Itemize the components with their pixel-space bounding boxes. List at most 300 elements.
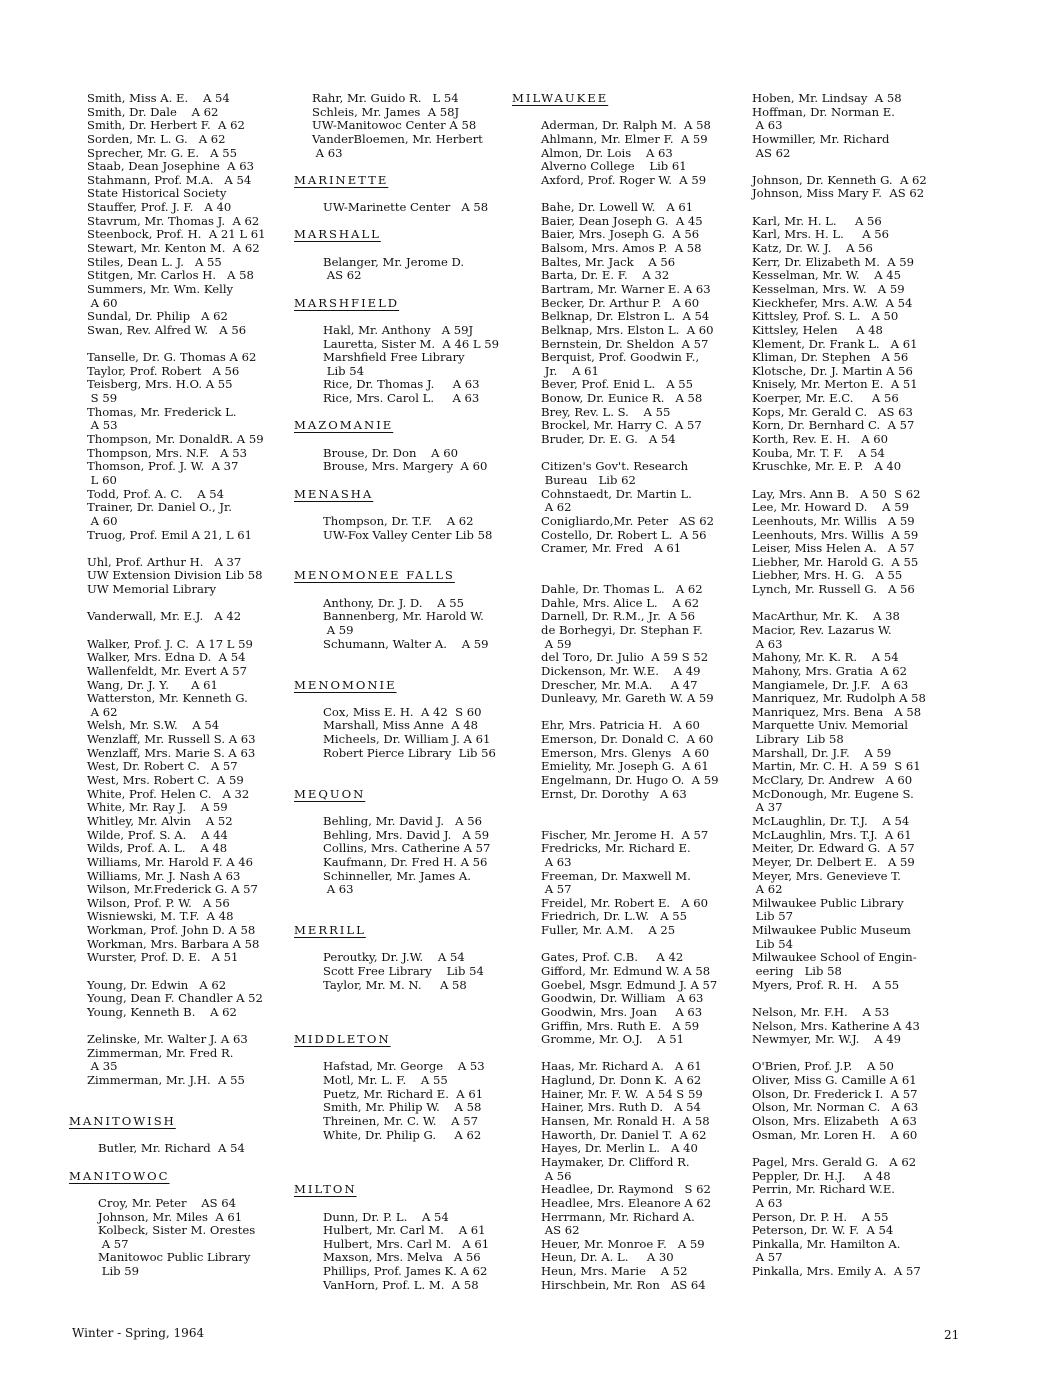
- directory-entry: West, Dr. Robert C. A 57: [87, 759, 238, 774]
- directory-entry: Kruschke, Mr. E. P. A 40: [752, 459, 902, 474]
- directory-entry: Williams, Mr. Harold F. A 46: [87, 854, 254, 869]
- directory-entry: Peterson, Dr. W. F. A 54: [752, 1223, 894, 1238]
- directory-entry: Stewart, Mr. Kenton M. A 62: [87, 241, 260, 256]
- directory-entry: Perrin, Mr. Richard W.E.: [752, 1182, 895, 1197]
- blank-line: [312, 665, 499, 679]
- directory-entry: Wurster, Prof. D. E. A 51: [87, 950, 239, 965]
- directory-entry: Emielity, Mr. Joseph G. A 61: [530, 759, 709, 774]
- blank-line: [87, 1088, 265, 1102]
- directory-entry: Stitgen, Mr. Carlos H. A 58: [87, 268, 254, 283]
- directory-entry: Hansen, Mr. Ronald H. A 58: [530, 1114, 710, 1129]
- page-number: 21: [944, 1328, 960, 1342]
- directory-entry: A 57: [530, 882, 572, 897]
- directory-entry: Young, Dean F. Chandler A 52: [87, 991, 263, 1006]
- directory-entry: Cohnstaedt, Dr. Martin L.: [530, 486, 692, 501]
- directory-entry: Thomas, Mr. Frederick L.: [87, 404, 237, 419]
- directory-entry: Sprecher, Mr. G. E. A 55: [87, 145, 237, 160]
- column-2: [294, 91, 500, 1292]
- directory-entry: Collins, Mrs. Catherine A 57: [312, 841, 491, 856]
- directory-entry: Thompson, Mr. DonaldR. A 59: [87, 432, 264, 447]
- directory-entry: Lynch, Mr. Russell G. A 56: [752, 582, 915, 597]
- blank-line: [87, 542, 265, 556]
- directory-entry: A 63: [752, 118, 783, 133]
- directory-entry: Manriquez, Mrs. Bena A 58: [752, 704, 922, 719]
- directory-entry: A 63: [752, 636, 783, 651]
- blank-line: [312, 283, 499, 297]
- city-heading-text: MANITOWISH: [69, 1114, 176, 1129]
- issue-date: Winter - Spring, 1964: [72, 1326, 205, 1340]
- directory-entry: Marshall, Dr. J.F. A 59: [752, 745, 892, 760]
- directory-entry: Costello, Dr. Robert L. A 56: [530, 527, 707, 542]
- directory-entry: Kieckhefer, Mrs. A.W. A 54: [752, 295, 913, 310]
- city-heading: [294, 1182, 499, 1197]
- directory-entry: Workman, Mrs. Barbara A 58: [87, 936, 260, 951]
- directory-entry: Karl, Mrs. H. L. A 56: [752, 227, 890, 242]
- directory-entry: Kesselman, Mr. W. A 45: [752, 268, 902, 283]
- directory-entry: Koerper, Mr. E.C. A 56: [752, 391, 899, 406]
- directory-entry: Wisniewski, M. T.F. A 48: [87, 909, 234, 924]
- directory-entry: Klement, Dr. Frank L. A 61: [752, 336, 918, 351]
- directory-entry: Wang, Dr. J. Y. A 61: [87, 677, 218, 692]
- directory-entry: Hainer, Mrs. Ruth D. A 54: [530, 1100, 701, 1115]
- directory-entry: Kittsley, Prof. S. L. A 50: [752, 309, 899, 324]
- directory-entry: Osman, Mr. Loren H. A 60: [752, 1127, 918, 1142]
- directory-entry: Macior, Rev. Lazarus W.: [752, 622, 892, 637]
- city-heading-text: MEQUON: [294, 786, 366, 801]
- directory-entry: Belknap, Dr. Elstron L. A 54: [530, 309, 710, 324]
- directory-entry: Thomson, Prof. J. W. A 37: [87, 459, 239, 474]
- directory-entry: Headlee, Mrs. Eleanore A 62: [530, 1195, 712, 1210]
- directory-entry: Mangiamele, Dr. J.F. A 63: [752, 677, 909, 692]
- directory-entry: Balsom, Mrs. Amos P. A 58: [530, 241, 702, 256]
- blank-line: [312, 1047, 499, 1061]
- blank-line: [87, 1156, 265, 1170]
- directory-entry: Marshfield Free Library: [312, 350, 465, 365]
- directory-entry: Hakl, Mr. Anthony A 59J: [312, 322, 474, 337]
- blank-line: [87, 597, 265, 611]
- directory-entry: Stahmann, Prof. M.A. A 54: [87, 172, 252, 187]
- directory-entry: Goodwin, Mrs. Joan A 63: [530, 1004, 703, 1019]
- directory-entry: Lee, Mr. Howard D. A 59: [752, 500, 909, 515]
- directory-entry: Leenhouts, Mr. Willis A 59: [752, 513, 915, 528]
- directory-entry: Headlee, Dr. Raymond S 62: [530, 1182, 711, 1197]
- directory-entry: Bruder, Dr. E. G. A 54: [530, 432, 676, 447]
- directory-entry: A 63: [752, 1195, 783, 1210]
- directory-entry: Ernst, Dr. Dorothy A 63: [530, 786, 687, 801]
- directory-entry: Bureau Lib 62: [530, 472, 636, 487]
- city-heading-text: MENOMONEE FALLS: [294, 568, 455, 583]
- directory-entry: Workman, Prof. John D. A 58: [87, 923, 256, 938]
- directory-entry: Herrmann, Mr. Richard A.: [530, 1209, 695, 1224]
- column-3: [512, 91, 719, 1292]
- directory-entry: Anthony, Dr. J. D. A 55: [312, 595, 465, 610]
- directory-entry: Williams, Mr. J. Nash A 63: [87, 868, 241, 883]
- directory-entry: Peppler, Dr. H.J. A 48: [752, 1168, 891, 1183]
- directory-entry: Whitley, Mr. Alvin A 52: [87, 813, 233, 828]
- directory-entry: Lib 57: [752, 909, 793, 924]
- directory-entry: Puetz, Mr. Richard E. A 61: [312, 1086, 484, 1101]
- directory-entry: Olson, Mr. Norman C. A 63: [752, 1100, 919, 1115]
- city-heading: [294, 677, 499, 693]
- directory-entry: A 35: [87, 1059, 118, 1074]
- city-heading: [69, 1114, 265, 1129]
- city-heading-text: MAZOMANIE: [294, 418, 394, 433]
- directory-entry: Stavrum, Mr. Thomas J. A 62: [87, 213, 260, 228]
- blank-line: [87, 1020, 265, 1034]
- city-heading: [69, 1168, 265, 1184]
- directory-entry: MacArthur, Mr. K. A 38: [752, 609, 900, 624]
- directory-entry: Lib 59: [87, 1264, 140, 1279]
- directory-entry: Howmiller, Mr. Richard: [752, 131, 890, 146]
- directory-entry: Scott Free Library Lib 54: [312, 964, 484, 978]
- blank-line: [530, 569, 718, 583]
- directory-entry: McLaughlin, Mrs. T.J. A 61: [752, 827, 912, 842]
- directory-entry: Heun, Dr. A. L. A 30: [530, 1250, 674, 1265]
- directory-entry: Person, Dr. P. H. A 55: [752, 1209, 889, 1224]
- directory-entry: Mahony, Mr. K. R. A 54: [752, 650, 899, 665]
- directory-entry: Rice, Dr. Thomas J. A 63: [312, 377, 480, 392]
- directory-entry: West, Mrs. Robert C. A 59: [87, 773, 244, 788]
- directory-entry: Ehr, Mrs. Patricia H. A 60: [530, 718, 700, 733]
- directory-entry: Butler, Mr. Richard A 54: [87, 1141, 245, 1156]
- directory-entry: Library Lib 58: [752, 732, 844, 747]
- column-1: [69, 91, 266, 1279]
- directory-entry: Martin, Mr. C. H. A 59 S 61: [752, 759, 921, 774]
- blank-line: [312, 651, 499, 665]
- directory-entry: Kerr, Dr. Elizabeth M. A 59: [752, 254, 915, 269]
- blank-line: [312, 310, 499, 324]
- directory-entry: A 53: [87, 418, 118, 433]
- city-heading: [294, 418, 499, 433]
- directory-entry: Dunleavy, Mr. Gareth W. A 59: [530, 691, 714, 706]
- city-heading-text: MARINETTE: [294, 172, 389, 187]
- directory-entry: Kittsley, Helen A 48: [752, 322, 883, 337]
- blank-line: [312, 692, 499, 706]
- directory-entry: Threinen, Mr. C. W. A 57: [312, 1114, 478, 1129]
- city-heading: [294, 172, 499, 188]
- directory-entry: Trainer, Dr. Daniel O., Jr.: [87, 500, 232, 515]
- directory-entry: A 63: [312, 882, 354, 897]
- blank-line: [752, 474, 927, 488]
- blank-line: [752, 992, 927, 1006]
- directory-entry: Belanger, Mr. Jerome D.: [312, 254, 465, 269]
- directory-entry: Liebher, Mrs. H. G. A 55: [752, 568, 903, 583]
- blank-line: [530, 556, 718, 570]
- directory-entry: Baier, Dean Joseph G. A 45: [530, 213, 703, 228]
- directory-entry: Pinkalla, Mr. Hamilton A.: [752, 1236, 901, 1251]
- directory-entry: Manriquez, Mr. Rudolph A 58: [752, 691, 926, 706]
- directory-entry: Smith, Mr. Philip W. A 58: [312, 1100, 482, 1115]
- directory-entry: Oliver, Miss G. Camille A 61: [752, 1073, 917, 1088]
- directory-entry: Citizen's Gov't. Research: [530, 459, 689, 474]
- directory-entry: Kliman, Dr. Stephen A 56: [752, 350, 909, 365]
- directory-entry: White, Dr. Philip G. A 62: [312, 1127, 482, 1142]
- city-heading-text: MANITOWOC: [69, 1168, 170, 1183]
- directory-entry: Sorden, Mr. L. G. A 62: [87, 131, 226, 146]
- directory-entry: Kops, Mr. Gerald C. AS 63: [752, 404, 913, 419]
- directory-entry: Pinkalla, Mrs. Emily A. A 57: [752, 1264, 921, 1279]
- directory-entry: Jr. A 61: [530, 363, 599, 378]
- directory-entry: Meyer, Dr. Delbert E. A 59: [752, 854, 915, 869]
- directory-entry: Emerson, Dr. Donald C. A 60: [530, 732, 714, 747]
- directory-entry: Fischer, Mr. Jerome H. A 57: [530, 827, 709, 842]
- directory-entry: Kesselman, Mrs. W. A 59: [752, 281, 905, 296]
- directory-entry: Lib 54: [752, 936, 793, 951]
- directory-entry: Phillips, Prof. James K. A 62: [312, 1264, 488, 1279]
- directory-entry: A 56: [530, 1168, 572, 1183]
- blank-line: [530, 706, 718, 720]
- directory-entry: Goebel, Msgr. Edmund J. A 57: [530, 977, 718, 992]
- directory-entry: Steenbock, Prof. H. A 21 L 61: [87, 227, 266, 242]
- directory-entry: Behling, Mr. David J. A 56: [312, 813, 482, 828]
- directory-entry: A 62: [530, 500, 572, 515]
- directory-entry: Barta, Dr. E. F. A 32: [530, 268, 670, 283]
- city-heading: [294, 227, 499, 242]
- directory-entry: A 37: [752, 800, 783, 815]
- directory-entry: Engelmann, Dr. Hugo O. A 59: [530, 773, 719, 788]
- directory-entry: UW Memorial Library: [87, 582, 217, 597]
- blank-line: [312, 1142, 499, 1156]
- directory-entry: VanHorn, Prof. L. M. A 58: [312, 1277, 479, 1292]
- directory-entry: Nelson, Mrs. Katherine A 43: [752, 1018, 920, 1033]
- directory-entry: White, Prof. Helen C. A 32: [87, 786, 250, 801]
- blank-line: [312, 542, 499, 556]
- directory-entry: Friedrich, Dr. L.W. A 55: [530, 909, 687, 924]
- directory-entry: Gromme, Mr. O.J. A 51: [530, 1032, 685, 1047]
- directory-entry: Milwaukee School of Engin-: [752, 950, 917, 965]
- directory-entry: Hainer, Mr. F. W. A 54 S 59: [530, 1086, 703, 1101]
- directory-entry: Olson, Mrs. Elizabeth A 63: [752, 1114, 917, 1129]
- directory-entry: Dahle, Dr. Thomas L. A 62: [530, 582, 703, 597]
- blank-line: [312, 938, 499, 952]
- directory-entry: Rahr, Mr. Guido R. L 54: [312, 91, 459, 105]
- directory-entry: Belknap, Mrs. Elston L. A 60: [530, 322, 714, 337]
- directory-entry: Walker, Mrs. Edna D. A 54: [87, 650, 246, 665]
- directory-entry: Katz, Dr. W. J. A 56: [752, 241, 873, 256]
- blank-line: [312, 474, 499, 488]
- blank-line: [312, 774, 499, 788]
- blank-line: [312, 215, 499, 229]
- directory-entry: Milwaukee Public Library: [752, 895, 904, 910]
- directory-entry: Young, Kenneth B. A 62: [87, 1004, 237, 1019]
- directory-entry: eering Lib 58: [752, 964, 842, 978]
- blank-line: [530, 938, 718, 952]
- blank-line: [752, 1047, 927, 1061]
- directory-entry: Taylor, Mr. M. N. A 58: [312, 977, 467, 992]
- directory-entry: Dickenson, Mr. W.E. A 49: [530, 663, 701, 678]
- blank-line: [312, 760, 499, 774]
- directory-entry: Lay, Mrs. Ann B. A 50 S 62: [752, 486, 921, 501]
- directory-entry: Young, Dr. Edwin A 62: [87, 977, 227, 992]
- blank-line: [530, 815, 718, 829]
- directory-entry: A 57: [752, 1250, 783, 1265]
- directory-entry: Hoben, Mr. Lindsay A 58: [752, 91, 902, 105]
- directory-entry: Cox, Miss E. H. A 42 S 60: [312, 704, 482, 719]
- blank-line: [312, 1006, 499, 1020]
- directory-entry: Lib 54: [312, 363, 365, 378]
- directory-entry: Hulbert, Mrs. Carl M. A 61: [312, 1236, 490, 1251]
- directory-entry: Micheels, Dr. William J. A 61: [312, 732, 491, 747]
- directory-entry: A 60: [87, 513, 118, 528]
- directory-entry: Wilson, Mr.Frederick G. A 57: [87, 882, 258, 897]
- blank-line: [87, 965, 265, 979]
- directory-entry: Aderman, Dr. Ralph M. A 58: [530, 118, 711, 133]
- directory-entry: Haworth, Dr. Daniel T. A 62: [530, 1127, 707, 1142]
- directory-entry: Becker, Dr. Arthur P. A 60: [530, 295, 700, 310]
- directory-entry: Drescher, Mr. M.A. A 47: [530, 677, 698, 692]
- directory-entry: AS 62: [312, 268, 362, 283]
- directory-entry: Smith, Dr. Herbert F. A 62: [87, 118, 245, 133]
- directory-entry: UW-Marinette Center A 58: [312, 200, 489, 215]
- directory-entry: McClary, Dr. Andrew A 60: [752, 773, 913, 788]
- directory-entry: Haymaker, Dr. Clifford R.: [530, 1154, 690, 1169]
- directory-entry: Freidel, Mr. Robert E. A 60: [530, 895, 708, 910]
- directory-entry: Leiser, Miss Helen A. A 57: [752, 541, 915, 556]
- directory-entry: Johnson, Miss Mary F. AS 62: [752, 186, 925, 201]
- directory-entry: Wenzlaff, Mrs. Marie S. A 63: [87, 745, 256, 760]
- directory-entry: Baier, Mrs. Joseph G. A 56: [530, 227, 700, 242]
- blank-line: [752, 201, 927, 215]
- blank-line: [312, 801, 499, 815]
- blank-line: [530, 1047, 718, 1061]
- directory-entry: McLaughlin, Dr. T.J. A 54: [752, 813, 910, 828]
- directory-entry: Wallenfeldt, Mr. Evert A 57: [87, 663, 247, 678]
- blank-line: [312, 501, 499, 515]
- city-heading-text: MIDDLETON: [294, 1032, 391, 1047]
- directory-entry: Brey, Rev. L. S. A 55: [530, 404, 671, 419]
- directory-entry: Nelson, Mr. F.H. A 53: [752, 1004, 890, 1019]
- directory-entry: UW-Manitowoc Center A 58: [312, 118, 477, 133]
- directory-entry: Korn, Dr. Bernhard C. A 57: [752, 418, 915, 433]
- directory-entry: Newmyer, Mr. W.J. A 49: [752, 1032, 902, 1047]
- blank-line: [752, 597, 927, 611]
- blank-line: [312, 897, 499, 911]
- blank-line: [312, 1156, 499, 1170]
- directory-entry: Karl, Mr. H. L. A 56: [752, 213, 882, 228]
- blank-line: [87, 1129, 265, 1143]
- directory-entry: Stauffer, Prof. J. F. A 40: [87, 200, 232, 215]
- directory-entry: Schinneller, Mr. James A.: [312, 868, 471, 883]
- directory-entry: VanderBloemen, Mr. Herbert: [312, 131, 483, 146]
- directory-entry: Meyer, Mrs. Genevieve T.: [752, 868, 901, 883]
- directory-entry: Olson, Dr. Frederick I. A 57: [752, 1086, 918, 1101]
- directory-entry: Smith, Dr. Dale A 62: [87, 104, 219, 119]
- directory-entry: Darnell, Dr. R.M., Jr. A 56: [530, 609, 695, 624]
- directory-entry: Brouse, Mrs. Margery A 60: [312, 459, 488, 474]
- directory-entry: Manitowoc Public Library: [87, 1250, 251, 1265]
- directory-entry: del Toro, Dr. Julio A 59 S 52: [530, 650, 709, 665]
- directory-entry: Vanderwall, Mr. E.J. A 42: [87, 609, 242, 624]
- directory-entry: O'Brien, Prof. J.P. A 50: [752, 1059, 894, 1074]
- directory-entry: Thompson, Mrs. N.F. A 53: [87, 445, 247, 460]
- directory-entry: Watterston, Mr. Kenneth G.: [87, 691, 248, 706]
- city-heading: [294, 1032, 499, 1047]
- directory-entry: Marquette Univ. Memorial: [752, 718, 909, 733]
- directory-entry: Summers, Mr. Wm. Kelly: [87, 281, 234, 296]
- directory-entry: Hoffman, Dr. Norman E.: [752, 104, 895, 119]
- directory-entry: McDonough, Mr. Eugene S.: [752, 786, 914, 801]
- directory-entry: A 59: [312, 622, 354, 637]
- directory-entry: Stiles, Dean L. J. A 55: [87, 254, 222, 269]
- directory-entry: Heuer, Mr. Monroe F. A 59: [530, 1236, 705, 1251]
- blank-line: [530, 187, 718, 201]
- directory-entry: Staab, Dean Josephine A 63: [87, 159, 254, 174]
- column-4: [752, 92, 927, 1279]
- directory-entry: Haas, Mr. Richard A. A 61: [530, 1059, 702, 1074]
- blank-line: [312, 910, 499, 924]
- directory-entry: Zimmerman, Mr. J.H. A 55: [87, 1073, 245, 1088]
- directory-entry: Liebher, Mr. Harold G. A 55: [752, 554, 919, 569]
- directory-entry: Bannenberg, Mr. Harold W.: [312, 609, 484, 624]
- directory-entry: Alverno College Lib 61: [530, 159, 687, 174]
- directory-entry: Goodwin, Dr. William A 63: [530, 991, 704, 1006]
- blank-line: [312, 242, 499, 256]
- city-heading-text: MERRILL: [294, 923, 366, 938]
- directory-entry: Peroutky, Dr. J.W. A 54: [312, 950, 465, 965]
- directory-entry: Tanselle, Dr. G. Thomas A 62: [87, 350, 257, 365]
- directory-entry: Haglund, Dr. Donn K. A 62: [530, 1073, 702, 1088]
- directory-entry: Korth, Rev. E. H. A 60: [752, 432, 888, 447]
- directory-entry: Hulbert, Mr. Carl M. A 61: [312, 1223, 486, 1238]
- city-heading-text: MENOMONIE: [294, 677, 397, 692]
- blank-line: [312, 406, 499, 420]
- city-heading: [294, 486, 499, 502]
- city-heading: [294, 568, 499, 583]
- directory-entry: Motl, Mr. L. F. A 55: [312, 1073, 448, 1088]
- directory-entry: Kouba, Mr. T. F. A 54: [752, 445, 885, 460]
- directory-entry: Sundal, Dr. Philip A 62: [87, 309, 228, 324]
- directory-entry: Myers, Prof. R. H. A 55: [752, 977, 900, 992]
- directory-entry: Pagel, Mrs. Gerald G. A 62: [752, 1154, 917, 1169]
- directory-entry: L 60: [87, 472, 117, 487]
- blank-line: [312, 992, 499, 1006]
- city-heading: [294, 923, 499, 938]
- blank-line: [312, 187, 499, 201]
- directory-entry: A 62: [87, 704, 118, 719]
- city-heading-text: MARSHALL: [294, 227, 381, 242]
- directory-entry: Truog, Prof. Emil A 21, L 61: [87, 527, 252, 542]
- directory-entry: Maxson, Mrs. Melva A 56: [312, 1250, 481, 1265]
- directory-entry: S 59: [87, 391, 118, 406]
- directory-entry: UW Extension Division Lib 58: [87, 568, 263, 583]
- directory-entry: Mahony, Mrs. Gratia A 62: [752, 663, 907, 678]
- directory-entry: A 59: [530, 636, 572, 651]
- blank-line: [87, 1183, 265, 1197]
- blank-line: [87, 338, 265, 352]
- directory-entry: Dunn, Dr. P. L. A 54: [312, 1209, 449, 1224]
- directory-entry: Welsh, Mr. S.W. A 54: [87, 718, 220, 733]
- directory-entry: Griffin, Mrs. Ruth E. A 59: [530, 1018, 700, 1033]
- directory-entry: Knisely, Mr. Merton E. A 51: [752, 377, 918, 392]
- directory-entry: Heun, Mrs. Marie A 52: [530, 1264, 688, 1279]
- directory-entry: A 63: [530, 854, 572, 869]
- directory-entry: Behling, Mrs. David J. A 59: [312, 827, 490, 842]
- directory-entry: Milwaukee Public Museum: [752, 923, 911, 938]
- directory-entry: Schumann, Walter A. A 59: [312, 636, 489, 651]
- directory-entry: Conigliardo,Mr. Peter AS 62: [530, 513, 714, 528]
- directory-entry: Cramer, Mr. Fred A 61: [530, 541, 682, 556]
- directory-entry: Hirschbein, Mr. Ron AS 64: [530, 1277, 706, 1292]
- directory-entry: Thompson, Dr. T.F. A 62: [312, 513, 474, 528]
- city-heading: [294, 295, 499, 311]
- directory-entry: Teisberg, Mrs. H.O. A 55: [87, 377, 233, 392]
- directory-entry: Fredricks, Mr. Richard E.: [530, 841, 691, 856]
- directory-entry: Uhl, Prof. Arthur H. A 37: [87, 554, 242, 569]
- city-heading-text: MILWAUKEE: [512, 91, 609, 105]
- blank-line: [312, 583, 499, 597]
- directory-entry: A 60: [87, 295, 118, 310]
- directory-entry: Brouse, Dr. Don A 60: [312, 445, 458, 460]
